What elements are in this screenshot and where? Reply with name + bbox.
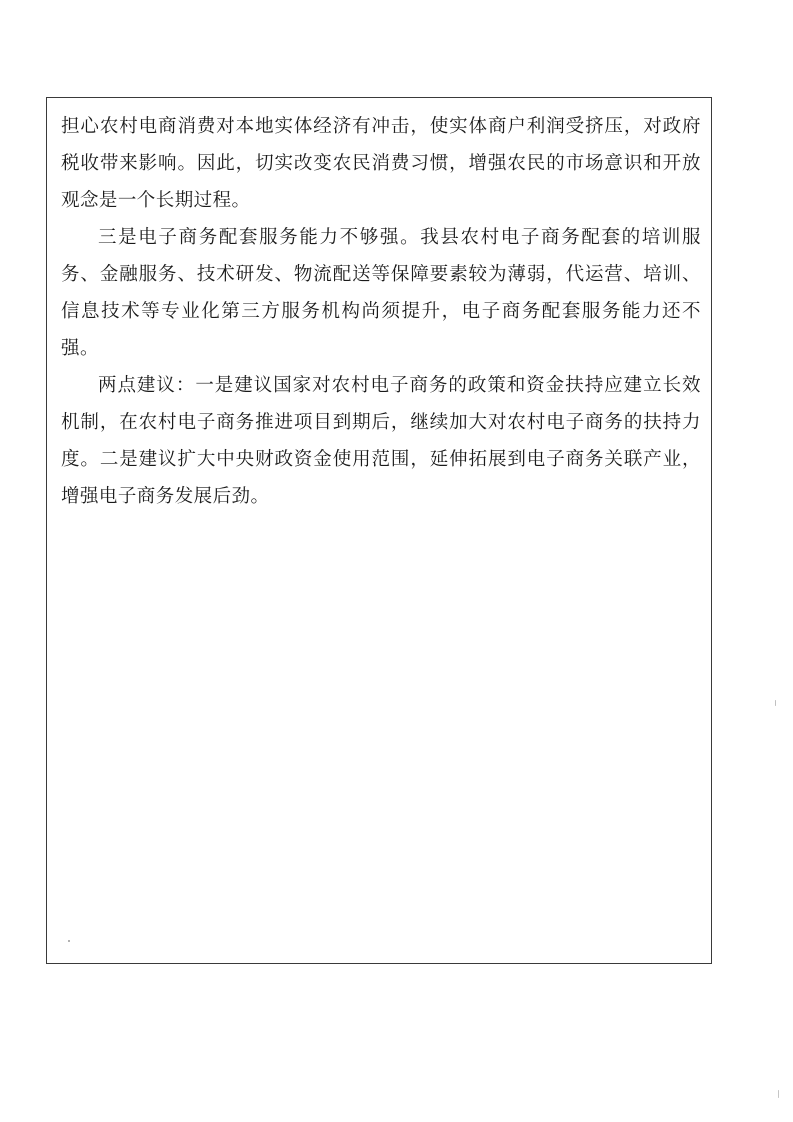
scan-speck	[778, 1090, 779, 1098]
document-body	[61, 108, 701, 515]
paragraph-point-three: 三是电子商务配套服务能力不够强。我县农村电子商务配套的培训服务、金融服务、技术研发、物流配送等保障要素较为薄弱，代运营、培训、信息技术等专业化第三方服务机构尚须提升，电子商务配套服务能力还不强。	[61, 227, 701, 359]
scan-speck	[68, 940, 70, 942]
paragraph-continuation: 担心农村电商消费对本地实体经济有冲击，使实体商户利润受挤压，对政府税收带来影响。因此，切实改变农民消费习惯，增强农民的市场意识和开放观念是一个长期过程。	[61, 116, 701, 211]
paragraph-suggestions: 两点建议：一是建议国家对农村电子商务的政策和资金扶持应建立长效机制，在农村电子商务推进项目到期后，继续加大对农村电子商务的扶持力度。二是建议扩大中央财政资金使用范围，延伸拓展到电子商务关联产业，增强电子商务发展后劲。	[61, 375, 701, 507]
scan-speck	[775, 700, 776, 706]
